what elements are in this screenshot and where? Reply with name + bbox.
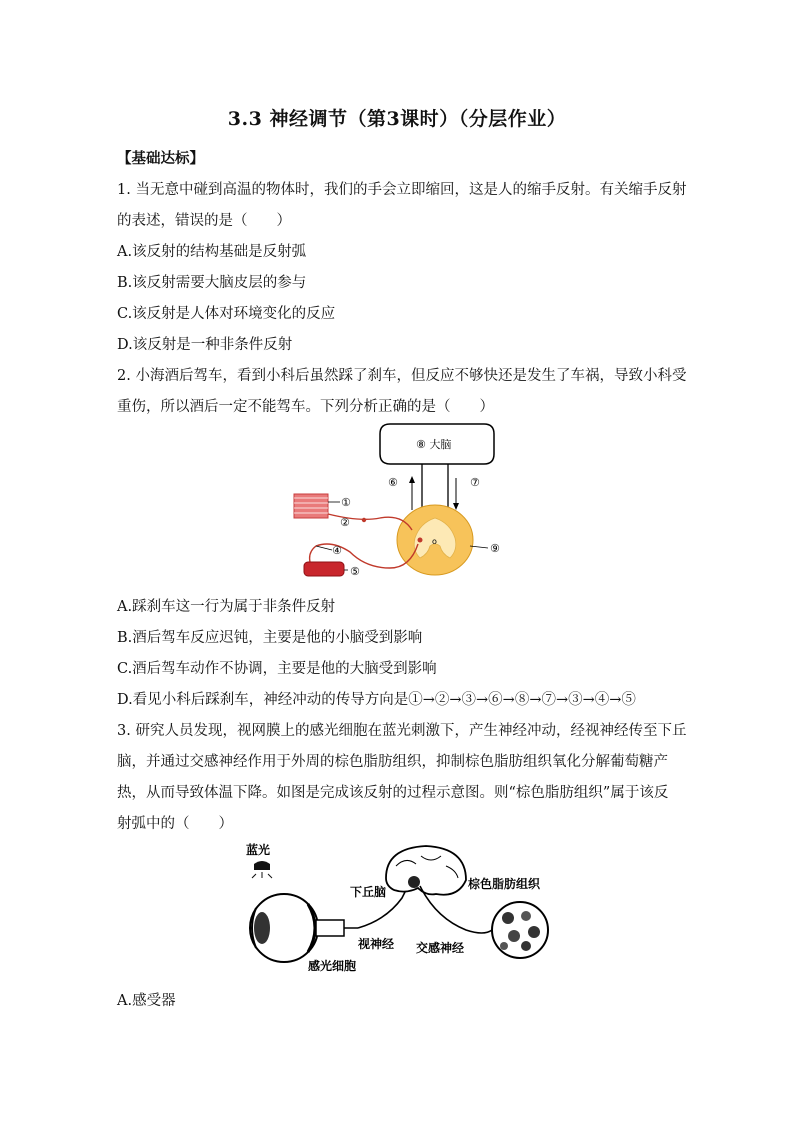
- label-6: ⑥: [388, 476, 398, 489]
- label-7: ⑦: [470, 476, 480, 489]
- q3-stem-line2: 脑，并通过交感神经作用于外周的棕色脂肪组织，抑制棕色脂肪组织氧化分解葡萄糖产: [117, 754, 668, 770]
- label-1: ①: [341, 496, 351, 509]
- q2-stem-line1: 2. 小海酒后驾车，看到小科后虽然踩了刹车，但反应不够快还是发生了车祸，导致小科受: [117, 368, 687, 384]
- hypothalamus-label: 下丘脑: [350, 885, 387, 899]
- blue-light-label: 蓝光: [246, 843, 271, 857]
- reflex-arc-figure: [270, 418, 520, 588]
- q1-option-b: B.该反射需要大脑皮层的参与: [117, 275, 307, 291]
- q3-stem-line1: 3. 研究人员发现，视网膜上的感光细胞在蓝光刺激下，产生神经冲动，经视神经传至下丘: [117, 723, 687, 739]
- q1-option-d: D.该反射是一种非条件反射: [117, 337, 293, 353]
- label-2: ②: [340, 516, 350, 529]
- q2-option-c: C.酒后驾车动作不协调，主要是他的大脑受到影响: [117, 661, 437, 677]
- blue-light-reflex-figure: [236, 838, 556, 978]
- q2-option-d: D.看见小科后踩刹车，神经冲动的传导方向是①→②→③→⑥→⑧→⑦→③→④→⑤: [117, 692, 636, 708]
- eye-lens: [254, 912, 270, 944]
- q2-option-b: B.酒后驾车反应迟钝，主要是他的小脑受到影响: [117, 630, 423, 646]
- central-canal: o: [432, 537, 437, 546]
- sympathetic-nerve-label: 交感神经: [416, 941, 465, 955]
- q1-stem-line2: 的表述，错误的是（ ）: [117, 213, 291, 229]
- brain-label: ⑧ 大脑: [416, 438, 452, 451]
- q3-stem-line3: 热，从而导致体温下降。如图是完成该反射的过程示意图。则“棕色脂肪组织”属于该反: [117, 785, 669, 801]
- lamp-icon: [254, 861, 270, 870]
- q1-stem-line1: 1. 当无意中碰到高温的物体时，我们的手会立即缩回，这是人的缩手反射。有关缩手反射: [117, 182, 687, 198]
- q1-option-a: A.该反射的结构基础是反射弧: [117, 244, 307, 260]
- q3-option-a: A.感受器: [117, 993, 176, 1009]
- photoreceptor-label: 感光细胞: [308, 959, 357, 973]
- q3-stem-line4: 射弧中的（ ）: [117, 816, 233, 832]
- label-9: ⑨: [490, 542, 500, 555]
- page-title: 3.3 神经调节（第3课时）（分层作业）: [227, 108, 567, 130]
- label-4: ④: [332, 544, 342, 557]
- q2-stem-line2: 重伤，所以酒后一定不能驾车。下列分析正确的是（ ）: [117, 399, 494, 415]
- optic-nerve-label: 视神经: [358, 937, 395, 951]
- label-5: ⑤: [350, 565, 360, 578]
- muscle-effector: [304, 562, 344, 576]
- q1-option-c: C.该反射是人体对环境变化的反应: [117, 306, 336, 322]
- q2-option-a: A.踩刹车这一行为属于非条件反射: [117, 599, 336, 615]
- section-heading: 【基础达标】: [117, 150, 204, 167]
- brown-fat-label: 棕色脂肪组织: [468, 877, 541, 891]
